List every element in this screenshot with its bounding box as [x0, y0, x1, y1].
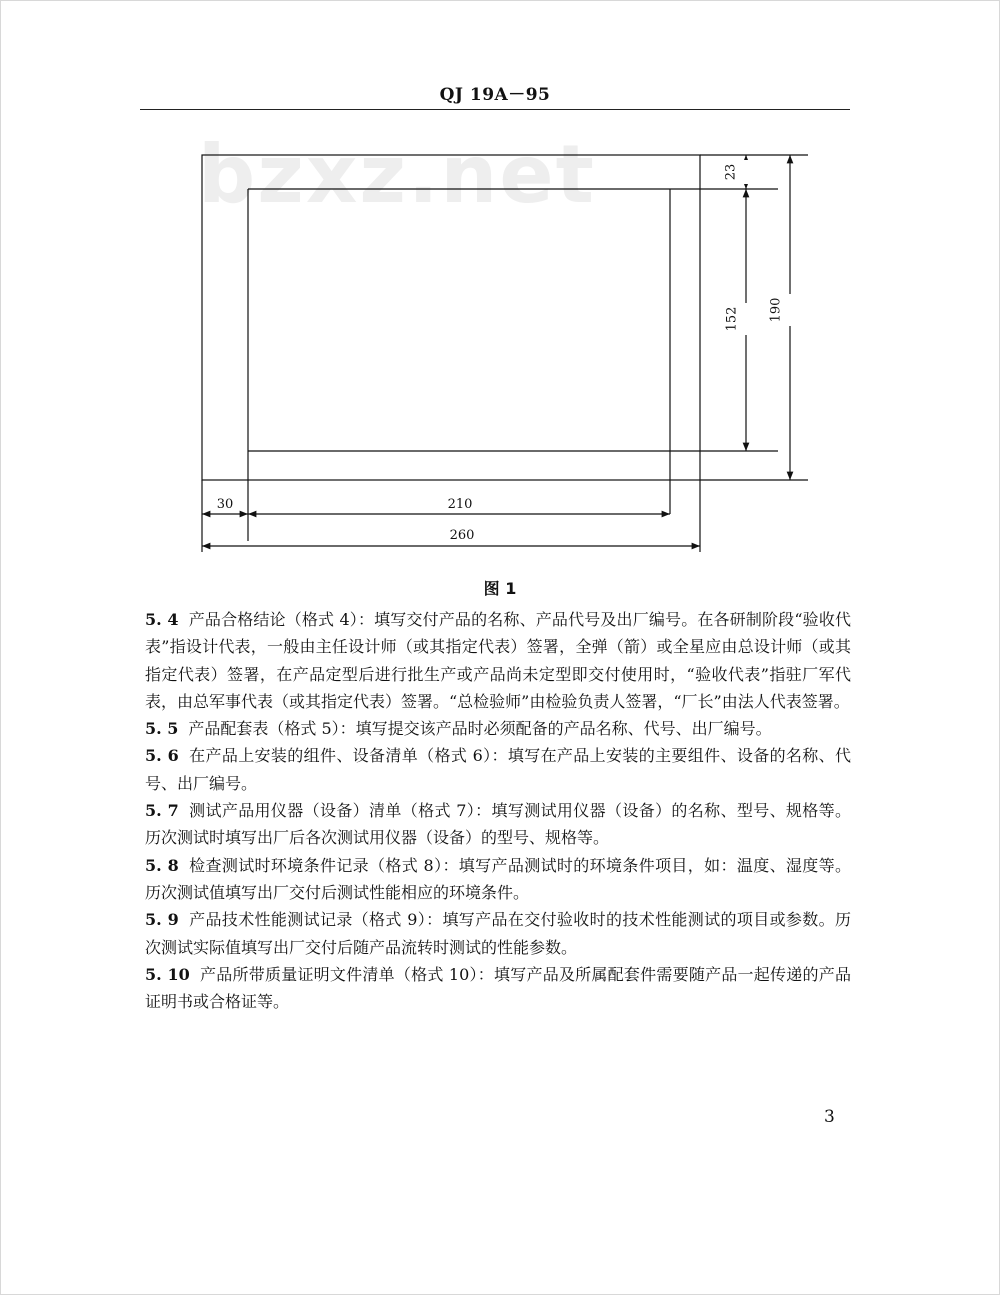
page-number: 3 [824, 1107, 835, 1127]
paragraph-5-10: 5. 10 产品所带质量证明文件清单（格式 10）：填写产品及所属配套件需要随产品一起传递的产品证明书或合格证等。 [145, 964, 851, 1012]
label-top-margin: 23 [723, 163, 739, 181]
paragraph-5-8: 5. 8 检查测试时环境条件记录（格式 8）：填写产品测试时的环境条件项目，如：温度、湿度等。历次测试值填写出厂交付后测试性能相应的环境条件。 [145, 855, 851, 902]
label-total-height: 190 [768, 297, 784, 323]
label-inner-height: 152 [724, 306, 740, 332]
paragraph-5-5: 5. 5 产品配套表（格式 5）：填写提交该产品时必须配备的产品名称、代号、出厂编号。 [145, 719, 772, 739]
page-header: QJ 19A－95 [439, 85, 551, 105]
watermark: bzxz.net [198, 128, 596, 221]
paragraph-5-7: 5. 7 测试产品用仪器（设备）清单（格式 7）：填写测试用仪器（设备）的名称、型号、规格等。历次测试时填写出厂后各次测试用仪器（设备）的型号、规格等。 [145, 801, 851, 848]
paragraph-5-6: 5. 6 在产品上安装的组件、设备清单（格式 6）：填写在产品上安装的主要组件、设备的名称、代号、出厂编号。 [145, 746, 851, 793]
label-total-width: 260 [449, 528, 475, 543]
paragraph-5-4: 5. 4 产品合格结论（格式 4）：填写交付产品的名称、产品代号及出厂编号。在各研制阶段“验收代表”指设计代表，一般由主任设计师（或其指定代表）签署，全弹（箭）或全星应由总设计师（或其指定代表）签署，在产品定型后进行批生产或产品尚未定型即交付使用时，“验收代表”指驻厂军代表，由总军事代表（或其指定代表）签署。“总检验师”由检验负责人签署，“厂长”由法人代表签署。 [145, 610, 852, 711]
paragraph-5-9: 5. 9 产品技术性能测试记录（格式 9）：填写产品在交付验收时的技术性能测试的项目或参数。历次测试实际值填写出厂交付后随产品流转时测试的性能参数。 [145, 910, 851, 957]
outer-frame [202, 155, 700, 480]
body-text [145, 606, 851, 1015]
label-left-margin: 30 [216, 497, 234, 512]
label-inner-width: 210 [447, 497, 473, 512]
figure-caption: 图 1 [483, 579, 517, 598]
